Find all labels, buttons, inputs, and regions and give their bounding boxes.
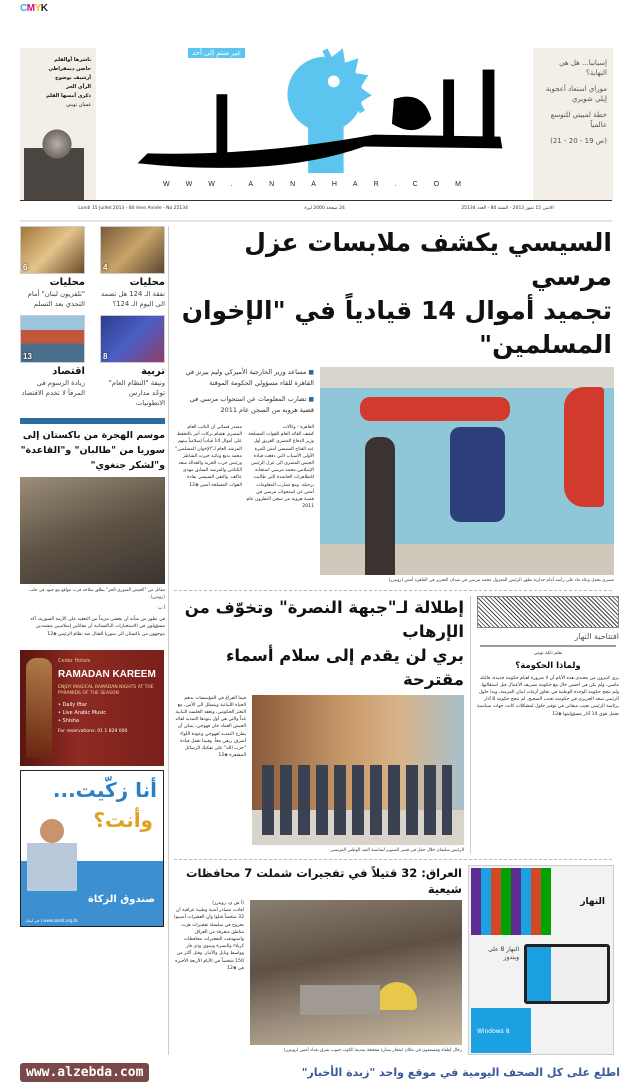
- annahar-logo[interactable]: [125, 40, 510, 178]
- masthead-rule: [20, 200, 612, 201]
- lead-photo-caption: مصري يحمل وعاء ماء على رأسه أمام جدارية تظهر الرئيس المعزول محمد مرسي في ميدان التحرير في القاهرة أمس (رويترز): [388, 578, 614, 583]
- lead-headline[interactable]: السيسي يكشف ملابسات عزل مرسي تجميد أموال 14 قيادياً في "الإخوان المسلمين": [181, 228, 612, 359]
- iraq-photo-caption: رجال إطفاء ومسعفون في مكان انفجار سيارة مفخخة بمدينة الكوت جنوب شرق بغداد أمس (رويترز): [283, 1048, 462, 1053]
- masthead-teaser[interactable]: موراي استعاد أعجوبة إيلي شويري: [545, 85, 607, 103]
- sidebar-story-body: في تطور من شأنه أن يخشى مزيداً من التعقيد على الأزمة السورية، أكد مسؤولون في الاستخبارات الباكستانية أن مقاتلين إسلاميين متشددين يتوجهون من باكستان الى سوريا للقتال ضد نظام الرئيس ◆12: [30, 617, 165, 637]
- teaser-item[interactable]: [20, 315, 85, 408]
- dateline: Lundi 15 Juillet 2013 - 80 ème Année - No 25134 24 صفحة 2000 ليرة الاثنين 15 تموز 2013 - السنة 80 - العدد 25134: [78, 206, 554, 211]
- lead-story: [174, 367, 612, 585]
- masthead-tagline: غير منتمٍ إلى أحد: [188, 48, 245, 58]
- founder-portrait: [24, 120, 84, 200]
- sidebar-story-headline[interactable]: موسم الهجرة من باكستان إلى سوريا من "طالبان" و"القاعدة" و"لشكر جنغوي": [20, 430, 165, 471]
- column-divider: [168, 226, 169, 1055]
- ramadan-ad[interactable]: [20, 650, 164, 766]
- teaser-label: محليات نفقة الـ 124 هل تصمد الى اليوم الـ 124؟: [100, 277, 165, 308]
- second-photo-caption: الرئيس سليمان خلال حفل في قصر الصنوبر لمناسبة العيد الوطني الفرنسي: [330, 847, 464, 853]
- teaser-item[interactable]: [100, 315, 165, 408]
- masthead-teaser-pages: (ص 19 - 20 - 21): [550, 137, 607, 145]
- lead-body-col2: مصدر قضائي أن النائب العام المصري هشام بركات أمر بالتحفظ على أموال 14 قيادياً إسلامياً بينهم المرشد العام لـ"الإخوان المسلمين" محمد بديع ونائبه خيرت الشاطر ورئيس حزب الحرية والعدالة سعد الكتاتني والمرشد السابق مهدي عاكف. والتقى السيسي بقادة القوات المسلحة أمس ◆12: [175, 425, 242, 488]
- lantern-icon: [26, 658, 52, 758]
- section-divider: [174, 859, 612, 860]
- teaser-thumbnail[interactable]: 8: [100, 315, 165, 363]
- editorial-rule: [480, 645, 616, 647]
- section-bar: [20, 418, 165, 424]
- main-column: [172, 226, 619, 1055]
- third-row: [174, 865, 612, 1055]
- teaser-item[interactable]: [100, 226, 165, 309]
- lead-photo: [320, 367, 614, 575]
- iraq-headline[interactable]: العراق: 32 قتيلاً في تفجيرات شملت 7 محافظات شيعية: [185, 866, 462, 896]
- lead-bullets: ■ مساعد وزير الخارجية الأميركي وليم بيرنز في القاهرة للقاء مسؤولي الحكومة الموقتة ■ تضارب المعلومات عن استجواب مرسي في قضية هروبه من السجن عام 2011: [174, 367, 314, 421]
- cmyk-print-mark: CMYK: [20, 3, 48, 14]
- ad-title: RAMADAN KAREEM: [58, 668, 156, 680]
- zakat-ad[interactable]: أنا زكّيت... وأنت؟ صندوق الزكاة في لبنان | www.zakat.org.lb: [20, 770, 164, 927]
- ad-items: • Daily Iftar • Live Arabic Music • Shisha: [58, 701, 107, 724]
- masthead: [0, 0, 632, 226]
- teaser-grid: [20, 226, 165, 408]
- teaser-thumbnail[interactable]: 6: [20, 226, 85, 274]
- cartoon: [477, 596, 619, 628]
- banner-url[interactable]: www.alzebda.com: [20, 1063, 149, 1082]
- editorial-column: [477, 596, 619, 718]
- alzebda-banner[interactable]: [0, 1055, 632, 1088]
- dateline-rule: [20, 220, 612, 222]
- masthead-url[interactable]: WWW.ANNAHAR.COM: [163, 181, 477, 188]
- column-divider: [470, 596, 471, 855]
- teaser-label: محليات "تلفزيون لبنان" أمام التحدي بعد التسلم: [27, 277, 85, 308]
- sidebar-byline: أ ب: [157, 606, 165, 611]
- sidebar: [20, 226, 165, 1055]
- ad-subtitle: ENJOY MAGICAL RAMADAN NIGHTS AT THE PYRAMIDS OF THE SEASON: [58, 684, 154, 696]
- tablet-image: [524, 944, 610, 1004]
- editorial-title[interactable]: ولماذا الحكومة؟: [515, 660, 581, 671]
- editorial-section: افتتاحية النهار: [574, 631, 619, 641]
- second-story: [174, 596, 464, 855]
- portrait-quote: ناشرها أوالقلم حاضن ديمقراطي أرشيف بوضوح الرأي الحر ذكرى أمسها القلم غسان تويني: [46, 57, 91, 108]
- masthead-teasers: [533, 48, 613, 200]
- teaser-label: تربية ونيقة "النظام العام" توحّد مدارس الانطونيات: [108, 366, 165, 407]
- lead-photo-block: [320, 367, 614, 585]
- sidebar-photo-caption: مقاتل من "الجيش السوري الحر" يطلق سلاحه قرب مواقع مع جنود في حلب (رويترز): [29, 588, 165, 600]
- second-row: [174, 596, 619, 855]
- masthead-teaser[interactable]: خطة لمبيتي للتوسع عالمياً: [550, 111, 607, 129]
- second-body: فيما الفراغ في المؤسسات يدهم الحياة اللبنانية ويتسلل الى الأمن، مع التعثر الحكومي، وتعقد الجلسة النيابية غداً والتي هي أول بنودها التمديد لقائد الجيش العماد جان قهوجي، يمكن أن يطرح التمديد لقهوجي وعودة اللواء أشرف ريفي معاً. وفيما تعمل قيادة "حزب الله" على تفكيك الرسائل المشفرة ◆12: [175, 695, 246, 759]
- teaser-thumbnail[interactable]: 13: [20, 315, 85, 363]
- windows8-ad[interactable]: النهار النهار 8 على ويندوز Windows 8: [468, 865, 614, 1055]
- editorial-author: بقلم نايلة تويني: [533, 650, 563, 656]
- tiles-screenshot: [471, 868, 551, 935]
- teaser-label: اقتصاد زيادة الرسوم في المرفأ لا تخدم الاقتصاد: [21, 366, 85, 397]
- editorial-body: يرى كثيرون من محبذي هذه الأيام أن لا ضرورة لقيام حكومة جديدة، فالبلد ماشي، ولم يكن في أحسن حال مع حكومة تصريف الأعمال قبل استقالتها. ولم تنجح حكومة الوحدة الوطنية في تجاوز أزمات لبنان المزمنة، وبدا حلول الرئيس سعد الحريري في حكومته تجنب الضجيج. لم تنجح حكومة 8 آذار برئاسة الرئيس نجيب ميقاتي في توفير حلول لمشكلات كانت جهات سياسية تحمل قوى 14 آذار مسؤوليتها ◆12: [477, 675, 619, 717]
- iraq-story: [174, 865, 462, 1055]
- iraq-body: (أ ش ي، رويترز) أفادت مصادر أمنية وطبية عراقية أن 32 شخصاً قتلوا وأن العشرات أصيبوا بجروح في سلسلة تفجيرات هزت مناطق متفرقة من العراق. واستهدفت التفجيرات محافظات كربلاء والبصرة ونينوى وذي قار وواسط وبابل والأنبار. وقتل أكثر من 150 شخصاً في الأيام الأربعة الأخيرة في ◆12: [174, 901, 244, 971]
- second-headline[interactable]: إطلالة لـ"جبهة النصرة" وتخوّف من الإرهاب بري لن يقدم إلى سلام أسماء مقترحة: [184, 597, 464, 689]
- section-divider: [174, 590, 612, 591]
- lead-body-col1: القاهرة - وكالات كشف القائد العام للقوات المسلحة وزير الدفاع المصري الفريق أول عبد الفتاح السيسي أمس للمرة الأولى الأسباب التي دفعت قيادة الجيش المصري الى عزل الرئيس الإسلامي محمد مرسي استجابة للتظاهرات الحاشدة التي طالبت برحيله. ومع تضارب المعلومات أمس عن استجواب مرسي في قضية هروبه من سجن النطرون عام 2011: [246, 425, 314, 510]
- masthead-teaser[interactable]: إسبانيا... هل هي النهاية؟: [559, 59, 607, 77]
- teaser-thumbnail[interactable]: 4: [100, 226, 165, 274]
- ad-phone: For reservations: 01 1 829 000: [58, 728, 128, 734]
- ad-person: [27, 811, 77, 891]
- teaser-item[interactable]: [20, 226, 85, 309]
- founder-portrait-box: [20, 48, 96, 200]
- second-photo: [252, 695, 464, 845]
- ad-brand: Cedar Hotels: [58, 657, 91, 664]
- page-body: [0, 226, 632, 1055]
- banner-slogan: اطلع على كل الصحف اليومية في موقع واحد "زبدة الأخبار": [301, 1066, 620, 1079]
- iraq-photo: [250, 900, 462, 1045]
- sidebar-story-photo: [20, 477, 165, 584]
- lead-text: [174, 367, 314, 510]
